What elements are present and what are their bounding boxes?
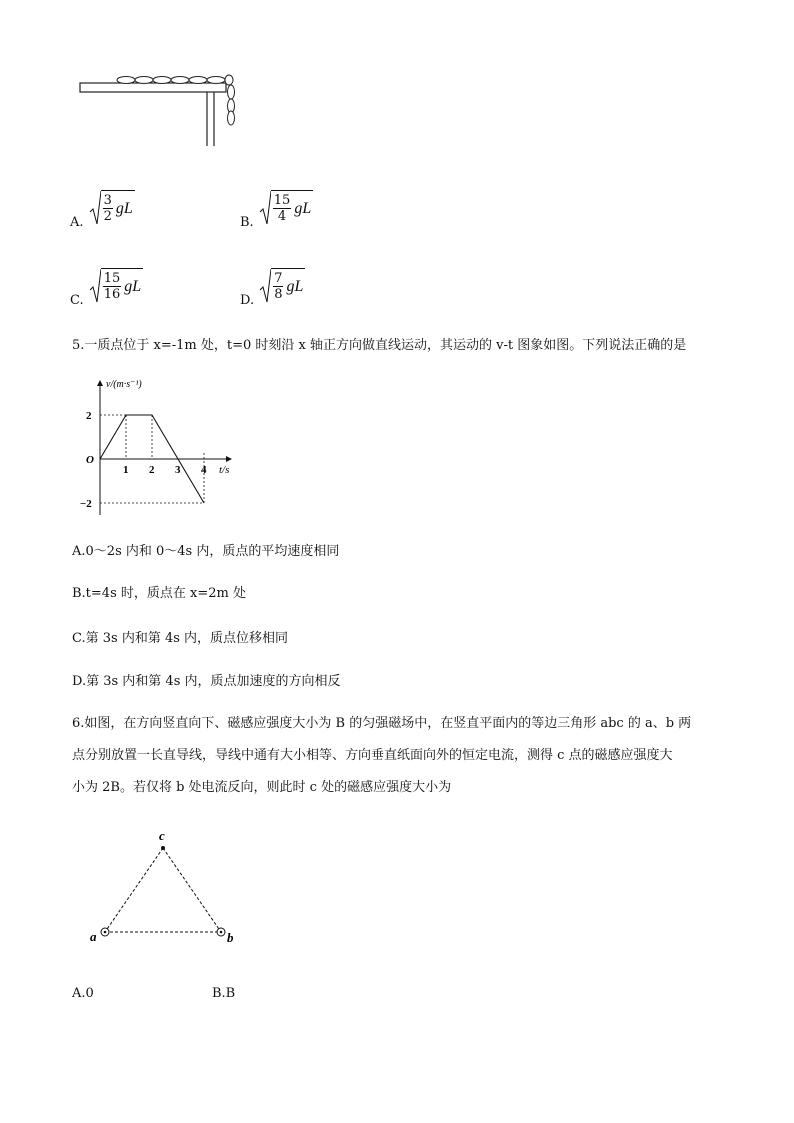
q6-option-b[interactable]: B.B bbox=[212, 986, 236, 1001]
label-a: a bbox=[90, 929, 97, 944]
sqrt-sign-icon bbox=[89, 190, 101, 226]
q6-option-a[interactable]: A.0 bbox=[72, 986, 94, 1001]
label-c: c bbox=[159, 828, 165, 843]
y-tick-label-2: 2 bbox=[86, 410, 92, 422]
q5-option-b[interactable]: B.t=4s 时，质点在 x=2m 处 bbox=[72, 586, 246, 601]
q6-stem-line-2: 点分别放置一长直导线，导线中通有大小相等、方向垂直纸面向外的恒定电流，测得 c 点的磁感应强度大 bbox=[72, 748, 673, 763]
q5-option-d[interactable]: D.第 3s 内和第 4s 内，质点加速度的方向相反 bbox=[72, 674, 341, 689]
y-tick-label-neg2: −2 bbox=[80, 498, 92, 510]
vt-graph-svg bbox=[80, 375, 260, 515]
q4-option-a[interactable]: A. $\frac{3}{2}$ gL bbox=[70, 190, 135, 230]
q6-stem-line-1: 6.如图，在方向竖直向下、磁感应强度大小为 B 的匀强磁场中，在竖直平面内的等边三角形 abc 的 a、b 两 bbox=[72, 716, 692, 731]
current-a-icon bbox=[101, 928, 109, 936]
q5-stem: 5.一质点位于 x=-1m 处，t=0 时刻沿 x 轴正方向做直线运动，其运动的 v-t 图象如图。下列说法正确的是 bbox=[72, 338, 687, 353]
q4-option-c[interactable]: C. $\frac{15}{16}$ gL bbox=[70, 268, 143, 308]
q4-option-b[interactable]: B. $\frac{15}{4}$ gL bbox=[240, 190, 313, 230]
sqrt-sign-icon bbox=[259, 268, 271, 304]
sqrt-sign-icon bbox=[89, 268, 101, 304]
q5-option-a[interactable]: A.0～2s 内和 0～4s 内，质点的平均速度相同 bbox=[72, 544, 340, 559]
point-c-icon bbox=[161, 846, 165, 850]
q6-stem-line-3: 小为 2B。若仅将 b 处电流反向，则此时 c 处的磁感应强度大小为 bbox=[72, 780, 452, 795]
x-tick-label-3: 3 bbox=[175, 464, 181, 476]
x-tick-label-4: 4 bbox=[201, 464, 207, 476]
current-b-icon bbox=[217, 928, 225, 936]
origin-label: O bbox=[86, 454, 94, 466]
x-tick-label-2: 2 bbox=[149, 464, 155, 476]
q5-option-c[interactable]: C.第 3s 内和第 4s 内，质点位移相同 bbox=[72, 631, 289, 646]
x-tick-label-1: 1 bbox=[123, 464, 129, 476]
label-b: b bbox=[227, 930, 234, 945]
sqrt-sign-icon bbox=[259, 190, 271, 226]
chain-table-figure bbox=[78, 70, 248, 150]
triangle-figure bbox=[85, 828, 245, 953]
y-axis-label: v/(m·s⁻¹) bbox=[106, 379, 142, 390]
vt-graph bbox=[80, 375, 260, 515]
x-axis-label: t/s bbox=[219, 464, 230, 476]
q4-option-d[interactable]: D. $\frac{7}{8}$ gL bbox=[240, 268, 305, 308]
